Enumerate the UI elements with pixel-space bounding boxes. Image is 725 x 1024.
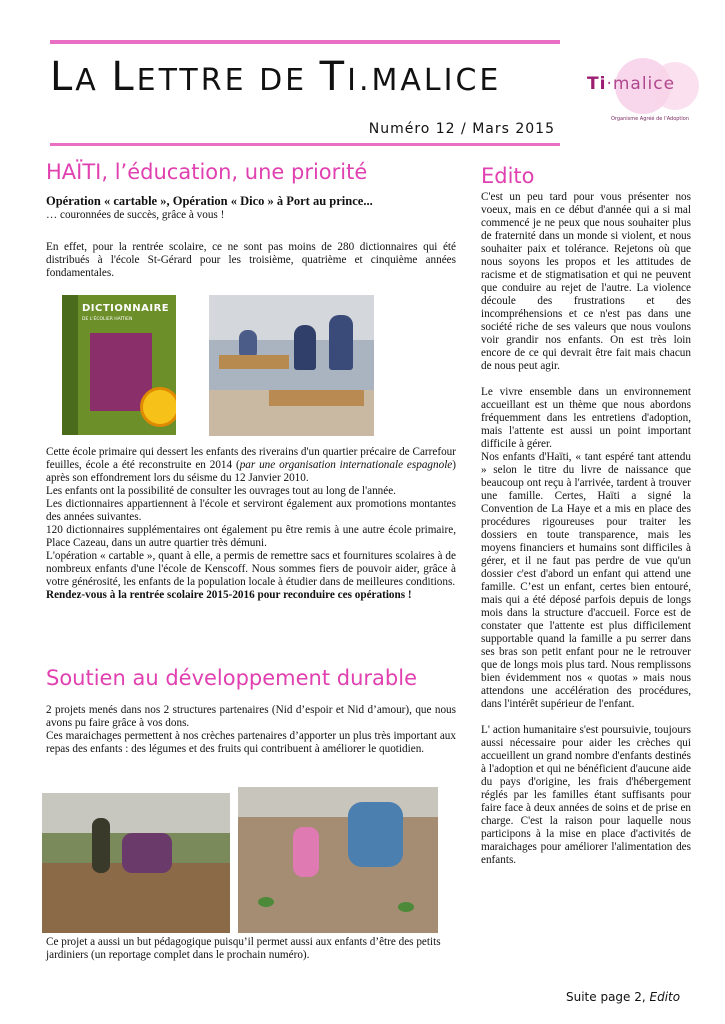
header-bottom-rule xyxy=(50,143,560,146)
photo-child xyxy=(329,315,353,370)
newsletter-title: LA LETTRE DE TI.MALICE xyxy=(50,54,502,100)
article-sustainable-closing: Ce projet a aussi un but pédagogique puisqu’il permet aussi aux enfants d’être des petits jardiniers (un reportage complet dans le prochain numéro). xyxy=(46,936,441,961)
photo-background xyxy=(238,787,438,817)
sunflower-image xyxy=(140,387,176,427)
photo-children-group xyxy=(122,833,172,873)
edito-paragraph-living-together: Le vivre ensemble dans un environnement accueillant est un thème que nous abordons fréquemment dans les entretiens d'adoption, mais l'attente est aussi un point important difficile à gérer. xyxy=(481,386,691,450)
photo-child xyxy=(293,827,319,877)
photo-desk xyxy=(219,355,289,369)
header-top-rule xyxy=(50,40,560,44)
issue-number: Numéro 12 / Mars 2015 xyxy=(368,121,555,137)
paragraph-extra-dictionaries: 120 dictionnaires supplémentaires ont également pu être remis à une autre école primaire, Place Cazeau, dans un autre quartier très démuni. xyxy=(46,524,456,549)
paragraph-projects: 2 projets menés dans nos 2 structures partenaires (Nid d’espoir et Nid d’amour), que nous avons pu faire grâce à vos dons. xyxy=(46,704,456,729)
article-education-body xyxy=(46,446,456,602)
paragraph-rendezvous: Rendez-vous à la rentrée scolaire 2015-2016 pour reconduire ces opérations ! xyxy=(46,589,412,601)
photo-desk xyxy=(269,390,364,406)
edito-paragraph-haiti-children: Nos enfants d'Haïti, « tant espéré tant attendu » selon le titre du livre de naissance que beaucoup ont reçu à l'arrivée, tardent à trouver une famille. Certes, Haïti a signé la Convention de La Haye et a mis en place des procédures rigoureuses pour traiter les dossiers en toute transparence, mais les moyens financiers et humains sont difficiles à gérer, et il ne faut pas perdre de vue qu'un dossier c'est d'abord un enfant qui attend une famille. C’est un enfant, certes bien entouré, mais qui a été déposé parfois depuis de longs mois dans la structure d'accueil. Force est de constater que l'attente est plus difficilement supportable quand la famille a pu serrer dans ses bras son petit enfant pour ne le retrouver que de longs mois plus tard. Nous remplissons bien évidemment nos « quotas » mais nous attendons une accélération des procédures, dans l'intérêt supérieur de l'enfant. xyxy=(481,451,691,710)
photo-sky xyxy=(42,793,230,833)
lead-title: Opération « cartable », Opération « Dico » à Port au prince... xyxy=(46,194,373,208)
paragraph-ownership: Les dictionnaires appartiennent à l'école et serviront également aux promotions montantes des années suivantes. xyxy=(46,498,456,523)
photo-adult xyxy=(348,802,403,867)
paragraph-school: Cette école primaire qui dessert les enfants des riverains d'un quartier précaire de Carrefour feuilles, école a été reconstruite en 2014 (par une organisation internationale espagnole) après son effondrement lors du séisme du 12 Janvier 2010. xyxy=(46,446,457,484)
timalice-logo xyxy=(585,58,715,128)
paragraph-gardening: Ces maraichages permettent à nos crèches partenaires d’apporter un plus très important aux repas des enfants : des légumes et des fruits qui contribuent à améliorer le quotidien. xyxy=(46,730,456,755)
photo-plant xyxy=(398,902,414,912)
garden-photo-1 xyxy=(42,793,230,933)
edito-paragraph-humanitarian: L' action humanitaire s'est poursuivie, toujours aussi nécessaire pour aider les crèches qui accueillent un grand nombre d'enfants destinés à l'adoption et qui ne bénéficient d'aucune aide du pays d'origine, les frais d'hébergement réglés par les familles étant suffisants pour faire face à deux années de soins et de prise en charge. C'est la raison pour laquelle nous participons à la mise en place d'activités de maraichages pour améliorer l'alimentation des enfants. xyxy=(481,724,691,866)
photo-child xyxy=(294,325,316,370)
article-education-paragraph: En effet, pour la rentrée scolaire, ce ne sont pas moins de 280 dictionnaires qui été distribués à l'école St-Gérard pour les troisième, quatrième et cinquième années fondamentales. xyxy=(46,241,456,279)
book-spine xyxy=(62,295,78,435)
dictionary-photo xyxy=(62,295,176,435)
photo-ground xyxy=(42,863,230,933)
edito-heading: Edito xyxy=(481,164,535,188)
logo-tagline: Organisme Agréé de l'Adoption xyxy=(610,116,690,122)
dictionary-cover-subtitle: DE L'ÉCOLIER HAÏTIEN xyxy=(82,317,133,322)
garden-photo-2 xyxy=(238,787,438,933)
continuation-note: Suite page 2, Edito xyxy=(566,990,681,1004)
edito-paragraph-wishes: C'est un peu tard pour vous présenter nos voeux, mais en ce début d'année qui a si mal commencé je ne peux que nous souhaiter plus de fraternité dans un monde si violent, et nous souhaiter paix et tolérance. Rejetons où que nous soyons les propos et les attitudes de racisme et de stigmatisation et qui ne peuvent que conduire au rejet de l'autre. La violence découle des frustrations et des incompréhensions et ce n'est pas dans une société riche de ses valeurs que nous voulons voir grandir nos enfants. On est très loin encore de ce qui devrait être fait mais chacun de nous peut agir. xyxy=(481,191,691,372)
article-sustainable-body xyxy=(46,704,456,756)
photo-adult xyxy=(92,818,110,873)
paragraph-consult: Les enfants ont la possibilité de consulter les ouvrages tout au long de l'année. xyxy=(46,485,396,497)
article-education-heading: HAÏTI, l’éducation, une priorité xyxy=(46,160,368,184)
dictionary-cover-title: DICTIONNAIRE xyxy=(82,303,170,314)
paragraph-cartable: L'opération « cartable », quant à elle, a permis de remettre sacs et fournitures scolaires à de nombreux enfants d'une l'école de Kenscoff. Nous sommes fiers de pouvoir aider, grâce à votre générosité, les enfants de la population locale à étudier dans de meilleures conditions. xyxy=(46,550,456,588)
lead-subtitle: … couronnées de succès, grâce à vous ! xyxy=(46,209,225,221)
photo-plant xyxy=(258,897,274,907)
article-sustainable-heading: Soutien au développement durable xyxy=(46,666,417,690)
classroom-photo xyxy=(209,295,374,436)
edito-body xyxy=(481,191,691,867)
logo-wordmark: Ti·malice xyxy=(587,74,676,94)
article-education-lead xyxy=(46,194,456,222)
